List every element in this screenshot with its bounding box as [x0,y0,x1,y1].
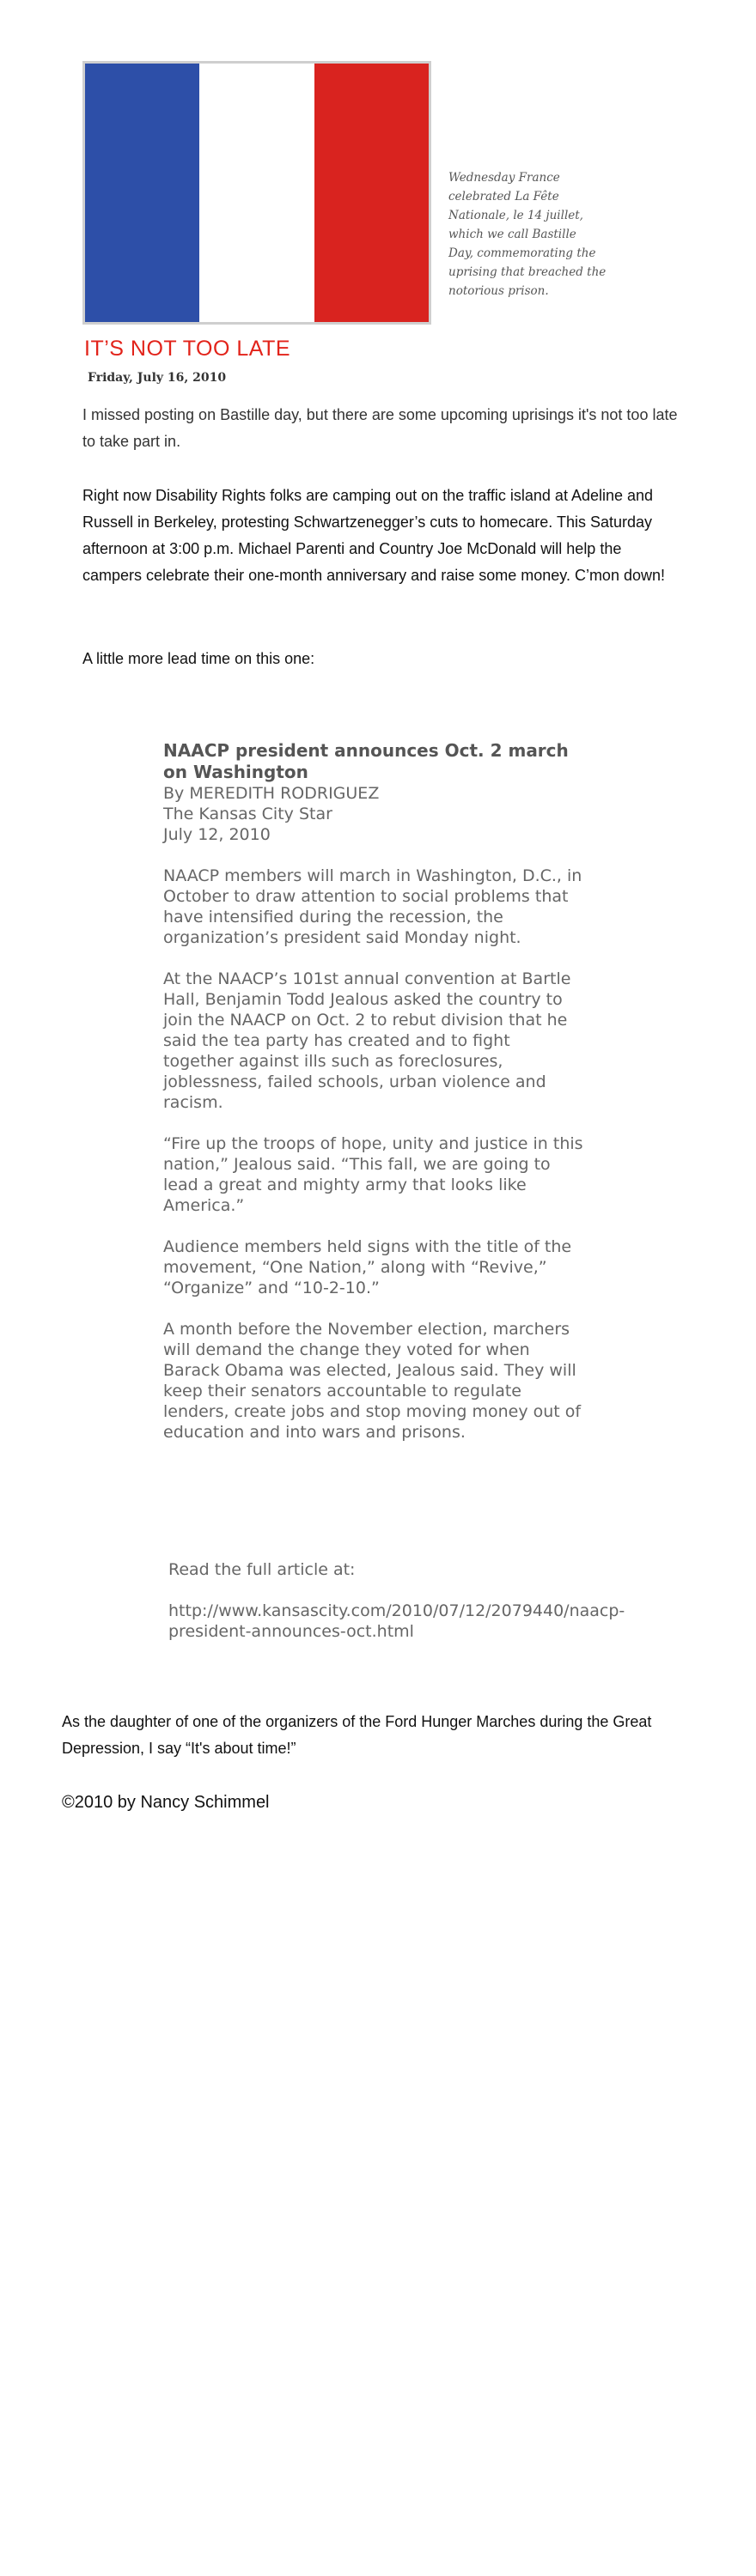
quoted-article [163,740,584,1443]
copyright-notice: ©2010 by Nancy Schimmel [62,1793,270,1812]
flag-red-band [314,64,429,322]
article-byline: By MEREDITH RODRIGUEZ [163,784,380,803]
flag-white-band [199,64,314,322]
post-paragraph-lead-time: A little more lead time on this one: [82,650,315,667]
article-paragraph: NAACP members will march in Washington, D.C., in October to draw attention to social problems that have intensified during the recession, the organization’s president said Monday night. [163,866,582,947]
post-title: IT’S NOT TOO LATE [84,337,291,361]
article-date: July 12, 2010 [163,825,271,844]
article-headline: NAACP president announces Oct. 2 march on Washington [163,740,569,782]
article-url-link[interactable]: http://www.kansascity.com/2010/07/12/2079440/naacp-president-announces-oct.html [168,1601,625,1641]
read-more-block [168,1559,625,1642]
image-caption: Wednesday France celebrated La Fête Nationale, le 14 juillet, which we call Bastille Day, commemorating the uprising that breached the notorious prison. [448,171,607,298]
article-body [163,866,584,1443]
article-paragraph: “Fire up the troops of hope, unity and justice in this nation,” Jealous said. “This fall, we are going to lead a great and mighty army that looks like America.” [163,1134,583,1215]
french-flag-image [82,61,431,325]
read-more-label: Read the full article at: [168,1560,356,1579]
article-source: The Kansas City Star [163,805,332,823]
article-paragraph: A month before the November election, marchers will demand the change they voted for when Barack Obama was elected, Jealous said. They will keep their senators accountable to regulate lenders, create jobs and stop moving money out of education and into wars and prisons. [163,1320,582,1442]
article-paragraph: At the NAACP’s 101st annual convention at Bartle Hall, Benjamin Todd Jealous asked the country to join the NAACP on Oct. 2 to rebut division that he said the tea party has created and to fight together against ills such as foreclosures, joblessness, failed schools, urban violence and racism. [163,969,571,1112]
closing-paragraph: As the daughter of one of the organizers of the Ford Hunger Marches during the Great Depression, I say “It's about time!” [62,1713,652,1757]
flag-blue-band [85,64,199,322]
post-paragraph-disability-rights: Right now Disability Rights folks are camping out on the traffic island at Adeline and Russell in Berkeley, protesting Schwartzenegger’s cuts to homecare. This Saturday afternoon at 3:00 p.m. Michael Parenti and Country Joe McDonald will help the campers celebrate their one-month anniversary and raise some money. C’mon down! [82,487,665,584]
post-paragraph-intro: I missed posting on Bastille day, but there are some upcoming uprisings it's not too late to take part in. [82,406,678,450]
article-paragraph: Audience members held signs with the title of the movement, “One Nation,” along with “Revive,” “Organize” and “10-2-10.” [163,1237,572,1297]
post-date: Friday, July 16, 2010 [88,371,227,385]
